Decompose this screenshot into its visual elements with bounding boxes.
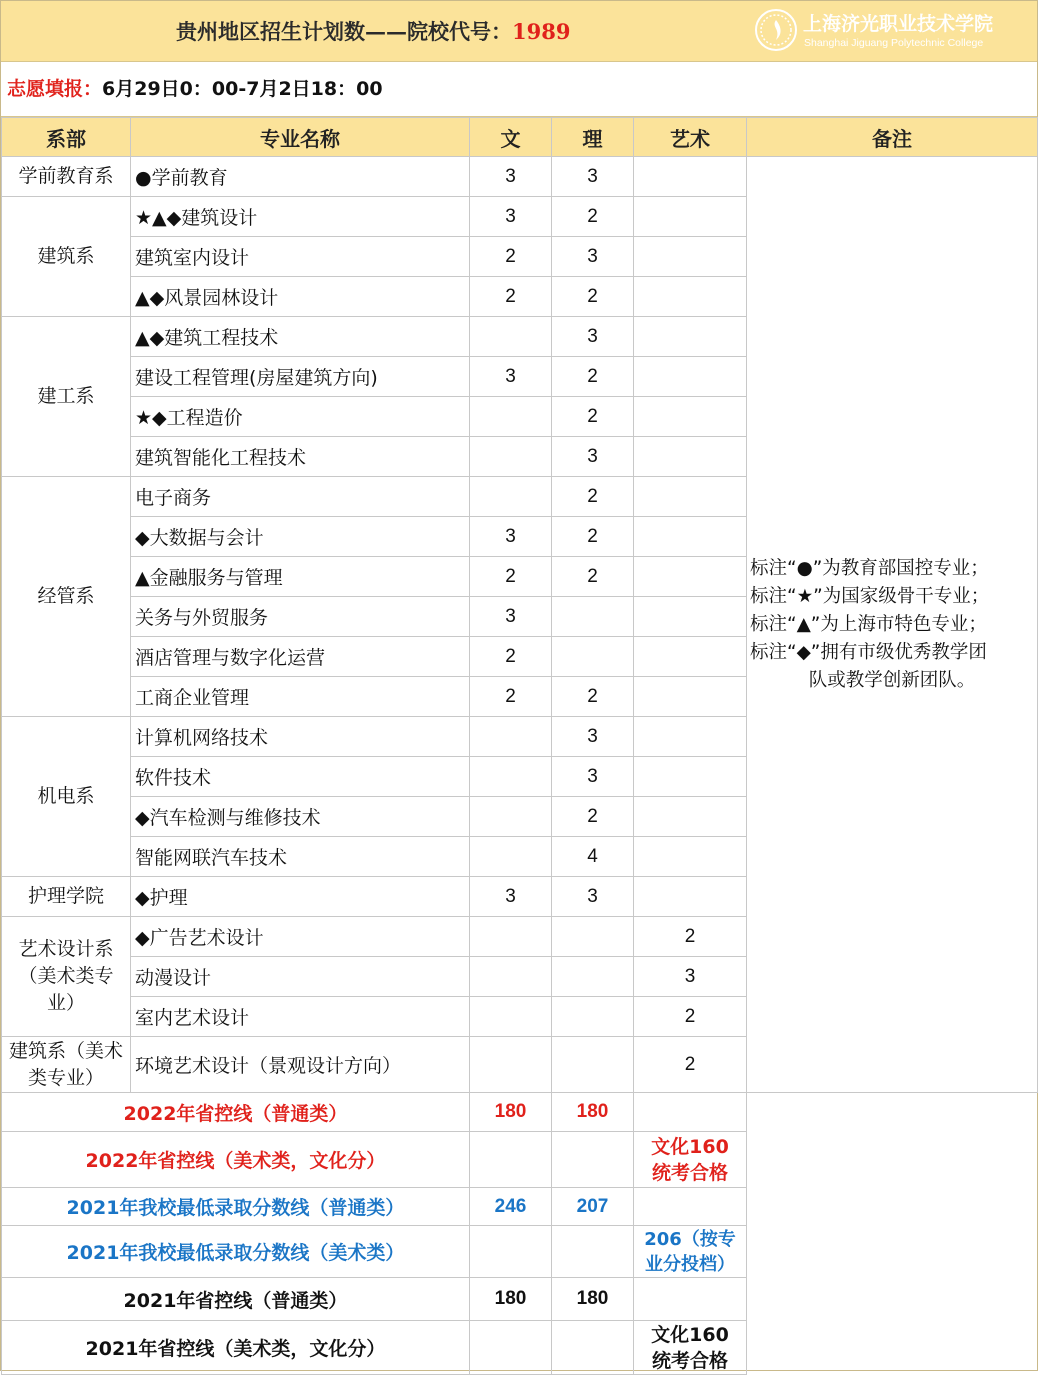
major-cell: ▲金融服务与管理 <box>131 557 470 597</box>
summary-wen <box>470 1132 552 1188</box>
summary-label: 2021年省控线（美术类，文化分） <box>2 1321 470 1375</box>
art-cell <box>634 197 747 237</box>
blank-cell <box>747 1188 1038 1226</box>
summary-art-line: 统考合格 <box>651 1349 728 1372</box>
summary-wen <box>470 1226 552 1278</box>
col-header-notes: 备注 <box>747 118 1038 157</box>
summary-art-line: 业分投档） <box>645 1253 735 1275</box>
blank-cell <box>747 1132 1038 1188</box>
summary-li: 207 <box>552 1188 634 1226</box>
wen-cell: 3 <box>470 357 552 397</box>
li-cell: 2 <box>552 677 634 717</box>
li-cell: 2 <box>552 797 634 837</box>
li-cell <box>552 917 634 957</box>
major-cell: ★◆工程造价 <box>131 397 470 437</box>
enrollment-plan-table <box>1 117 1038 1375</box>
art-cell <box>634 717 747 757</box>
blank-cell <box>747 1226 1038 1278</box>
summary-art <box>634 1321 747 1375</box>
li-cell <box>552 1037 634 1093</box>
major-cell: ◆大数据与会计 <box>131 517 470 557</box>
dept-cell: 建筑系（美术类专业） <box>2 1037 131 1093</box>
wen-cell: 2 <box>470 277 552 317</box>
summary-wen <box>470 1321 552 1375</box>
major-cell: 酒店管理与数字化运营 <box>131 637 470 677</box>
major-cell: ◆广告艺术设计 <box>131 917 470 957</box>
li-cell: 3 <box>552 877 634 917</box>
major-cell: 工商企业管理 <box>131 677 470 717</box>
li-cell <box>552 997 634 1037</box>
dept-cell: 经管系 <box>2 477 131 717</box>
summary-li <box>552 1226 634 1278</box>
notes-cell <box>747 157 1038 1093</box>
note-line: 标注“◆”拥有市级优秀教学团 <box>750 641 987 663</box>
summary-art <box>634 1188 747 1226</box>
summary-label: 2021年省控线（普通类） <box>2 1278 470 1321</box>
li-cell: 3 <box>552 317 634 357</box>
summary-art <box>634 1226 747 1278</box>
logo-flame-icon <box>757 11 795 49</box>
art-cell <box>634 477 747 517</box>
blank-cell <box>747 1093 1038 1132</box>
li-cell: 2 <box>552 517 634 557</box>
li-cell: 2 <box>552 397 634 437</box>
li-cell: 3 <box>552 157 634 197</box>
wen-cell <box>470 717 552 757</box>
wen-cell: 3 <box>470 597 552 637</box>
li-cell <box>552 597 634 637</box>
summary-li: 180 <box>552 1093 634 1132</box>
summary-label: 2022年省控线（普通类） <box>2 1093 470 1132</box>
major-cell: ◆护理 <box>131 877 470 917</box>
art-cell <box>634 317 747 357</box>
major-cell: 室内艺术设计 <box>131 997 470 1037</box>
major-cell: ★▲◆建筑设计 <box>131 197 470 237</box>
art-cell: 2 <box>634 997 747 1037</box>
li-cell: 3 <box>552 237 634 277</box>
school-logo <box>755 7 1035 55</box>
dept-cell: 艺术设计系（美术类专业） <box>2 917 131 1037</box>
school-code: 1989 <box>512 19 571 44</box>
summary-art <box>634 1093 747 1132</box>
note-line: 标注“▲”为上海市特色专业； <box>750 613 987 635</box>
summary-row <box>2 1226 1038 1278</box>
wen-cell <box>470 317 552 357</box>
wen-cell <box>470 437 552 477</box>
art-cell <box>634 517 747 557</box>
major-cell: 建筑室内设计 <box>131 237 470 277</box>
art-cell: 2 <box>634 1037 747 1093</box>
summary-wen: 246 <box>470 1188 552 1226</box>
art-cell <box>634 237 747 277</box>
li-cell: 4 <box>552 837 634 877</box>
summary-art <box>634 1278 747 1321</box>
art-cell <box>634 157 747 197</box>
title-label: 贵州地区招生计划数——院校代号： <box>176 19 512 44</box>
wen-cell <box>470 397 552 437</box>
summary-wen: 180 <box>470 1093 552 1132</box>
summary-row <box>2 1188 1038 1226</box>
deadline-row <box>1 62 1037 117</box>
art-cell: 3 <box>634 957 747 997</box>
summary-label: 2022年省控线（美术类，文化分） <box>2 1132 470 1188</box>
art-cell <box>634 877 747 917</box>
wen-cell: 3 <box>470 197 552 237</box>
li-cell: 2 <box>552 557 634 597</box>
wen-cell: 2 <box>470 237 552 277</box>
summary-art-line: 文化160 <box>651 1323 729 1346</box>
major-cell: 电子商务 <box>131 477 470 517</box>
major-cell: ●学前教育 <box>131 157 470 197</box>
major-cell: ▲◆风景园林设计 <box>131 277 470 317</box>
summary-label: 2021年我校最低录取分数线（普通类） <box>2 1188 470 1226</box>
major-cell: 建筑智能化工程技术 <box>131 437 470 477</box>
wen-cell: 3 <box>470 877 552 917</box>
summary-row <box>2 1093 1038 1132</box>
li-cell: 2 <box>552 277 634 317</box>
table-header-row <box>2 118 1038 157</box>
art-cell <box>634 277 747 317</box>
major-cell: 智能网联汽车技术 <box>131 837 470 877</box>
wen-cell <box>470 957 552 997</box>
deadline-label: 志愿填报： <box>7 78 103 100</box>
wen-cell: 2 <box>470 637 552 677</box>
art-cell <box>634 797 747 837</box>
art-cell <box>634 437 747 477</box>
blank-cell <box>747 1321 1038 1375</box>
art-cell <box>634 597 747 637</box>
li-cell: 3 <box>552 717 634 757</box>
major-cell: 软件技术 <box>131 757 470 797</box>
li-cell <box>552 957 634 997</box>
wen-cell <box>470 1037 552 1093</box>
dept-cell: 护理学院 <box>2 877 131 917</box>
wen-cell <box>470 757 552 797</box>
major-cell: 计算机网络技术 <box>131 717 470 757</box>
art-cell: 2 <box>634 917 747 957</box>
page-title <box>176 1 570 61</box>
col-header-art: 艺术 <box>634 118 747 157</box>
li-cell: 2 <box>552 197 634 237</box>
dept-cell: 建筑系 <box>2 197 131 317</box>
li-cell: 2 <box>552 477 634 517</box>
wen-cell <box>470 997 552 1037</box>
summary-li <box>552 1321 634 1375</box>
wen-cell: 3 <box>470 517 552 557</box>
major-cell: 环境艺术设计（景观设计方向） <box>131 1037 470 1093</box>
school-name-cn: 上海济光职业技术学院 <box>803 13 994 35</box>
school-name-en: Shanghai Jiguang Polytechnic College <box>804 37 984 49</box>
art-cell <box>634 357 747 397</box>
art-cell <box>634 677 747 717</box>
li-cell: 3 <box>552 757 634 797</box>
summary-li: 180 <box>552 1278 634 1321</box>
deadline-value: 6月29日0：00-7月2日18：00 <box>102 78 383 100</box>
wen-cell <box>470 837 552 877</box>
summary-art-line: 统考合格 <box>651 1161 728 1184</box>
li-cell: 3 <box>552 437 634 477</box>
table-row <box>2 157 1038 197</box>
summary-art-line: 文化160 <box>651 1135 729 1158</box>
art-cell <box>634 397 747 437</box>
col-header-major: 专业名称 <box>131 118 470 157</box>
major-cell: 动漫设计 <box>131 957 470 997</box>
summary-row <box>2 1132 1038 1188</box>
col-header-li: 理 <box>552 118 634 157</box>
summary-label: 2021年我校最低录取分数线（美术类） <box>2 1226 470 1278</box>
summary-row <box>2 1321 1038 1375</box>
wen-cell <box>470 917 552 957</box>
school-logo-icon <box>755 9 797 51</box>
summary-li <box>552 1132 634 1188</box>
summary-art-line: 206（按专 <box>644 1228 736 1250</box>
summary-row <box>2 1278 1038 1321</box>
dept-cell: 机电系 <box>2 717 131 877</box>
col-header-wen: 文 <box>470 118 552 157</box>
wen-cell <box>470 477 552 517</box>
major-cell: ◆汽车检测与维修技术 <box>131 797 470 837</box>
major-cell: 关务与外贸服务 <box>131 597 470 637</box>
major-cell: 建设工程管理(房屋建筑方向) <box>131 357 470 397</box>
note-line: 标注“★”为国家级骨干专业； <box>750 585 990 607</box>
wen-cell: 2 <box>470 557 552 597</box>
blank-cell <box>747 1278 1038 1321</box>
title-bar <box>1 1 1037 62</box>
art-cell <box>634 637 747 677</box>
summary-art <box>634 1132 747 1188</box>
li-cell: 2 <box>552 357 634 397</box>
wen-cell: 2 <box>470 677 552 717</box>
art-cell <box>634 557 747 597</box>
wen-cell: 3 <box>470 157 552 197</box>
summary-wen: 180 <box>470 1278 552 1321</box>
note-line: 队或教学创新团队。 <box>808 669 976 691</box>
note-line: 标注“●”为教育部国控专业； <box>750 557 989 579</box>
wen-cell <box>470 797 552 837</box>
dept-cell: 学前教育系 <box>2 157 131 197</box>
major-cell: ▲◆建筑工程技术 <box>131 317 470 357</box>
li-cell <box>552 637 634 677</box>
dept-cell: 建工系 <box>2 317 131 477</box>
art-cell <box>634 757 747 797</box>
art-cell <box>634 837 747 877</box>
col-header-dept: 系部 <box>2 118 131 157</box>
